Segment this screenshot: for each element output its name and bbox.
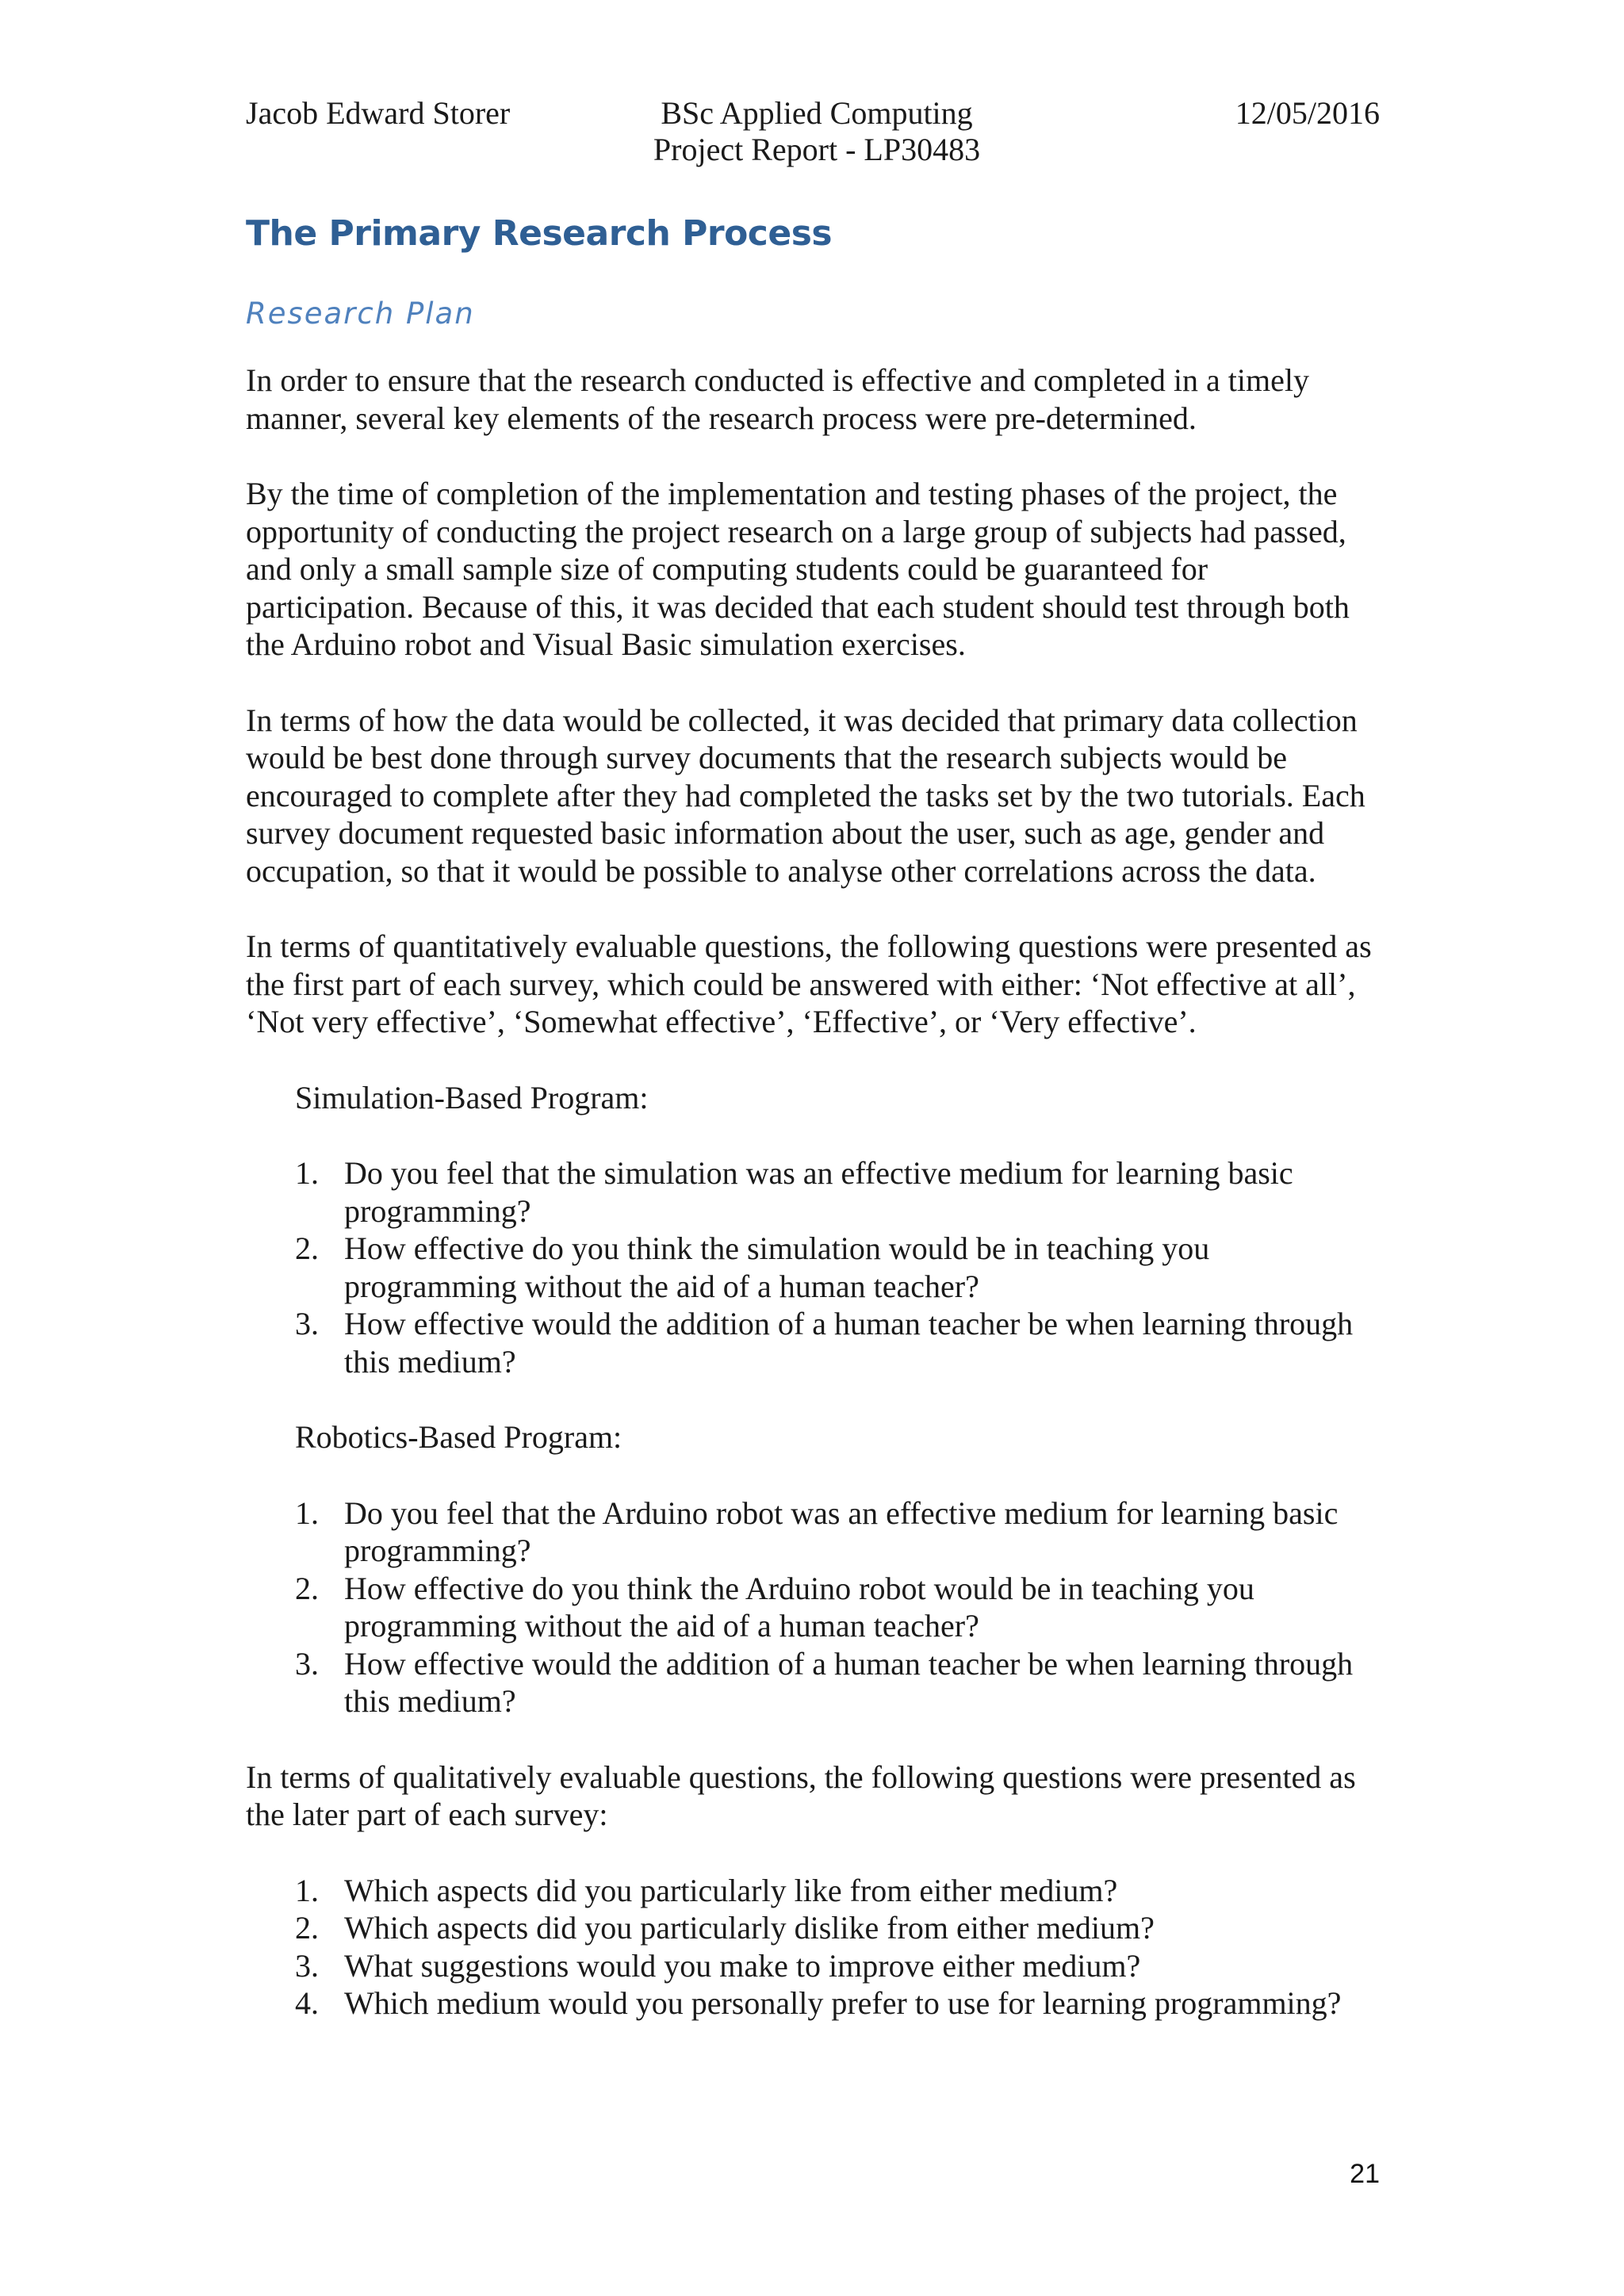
list-text: How effective do you think the simulation would be in teaching you programming without the aid of a human teacher? — [344, 1230, 1210, 1304]
list-number: 1. — [295, 1872, 319, 1908]
list-text: Which aspects did you particularly dislike from either medium? — [344, 1910, 1155, 1946]
list-number: 2. — [295, 1570, 319, 1606]
list-item — [246, 1947, 1380, 1985]
simulation-label: Simulation-Based Program: — [295, 1079, 649, 1115]
list-item — [246, 1645, 1380, 1720]
page-header — [246, 95, 1380, 174]
qualitative-question-list — [246, 1872, 1380, 2022]
list-item — [246, 1570, 1380, 1645]
list-item — [246, 1872, 1380, 1910]
list-number: 1. — [295, 1494, 319, 1531]
list-item — [246, 1494, 1380, 1570]
paragraph-intro: In order to ensure that the research conducted is effective and completed in a timely manner, several key elements of the research process were pre-determined. — [246, 362, 1309, 436]
list-item — [246, 1984, 1380, 2022]
list-number: 2. — [295, 1230, 319, 1266]
paragraph-quantitative: In terms of quantitatively evaluable questions, the following questions were presented as the first part of each survey, which could be answered with either: ‘Not effective at all’, ‘Not very effective’, ‘Somewhat effective’, ‘Effective’, or ‘Very effective’. — [246, 928, 1372, 1039]
list-text: Which medium would you personally prefer to use for learning programming? — [344, 1985, 1342, 2021]
list-item — [246, 1230, 1380, 1305]
list-number: 3. — [295, 1306, 319, 1341]
list-number: 2. — [295, 1910, 319, 1946]
list-number: 3. — [295, 1947, 319, 1984]
list-number: 1. — [295, 1155, 319, 1191]
list-item — [246, 1154, 1380, 1230]
page-content — [246, 208, 1380, 2022]
list-number: 4. — [295, 1985, 319, 2021]
list-text: How effective would the addition of a human teacher be when learning through this medium? — [344, 1645, 1354, 1719]
section-title: The Primary Research Process — [246, 213, 833, 254]
list-number: 3. — [295, 1645, 319, 1682]
header-author: Jacob Edward Storer — [246, 95, 511, 131]
list-text: Which aspects did you particularly like from either medium? — [344, 1872, 1118, 1908]
section-subtitle: Research Plan — [246, 297, 475, 331]
list-item — [246, 1909, 1380, 1947]
paragraph-sample: By the time of completion of the implementation and testing phases of the project, the opportunity of conducting the project research on a large group of subjects had passed, and only a small sample size of computing students could be guaranteed for participation. Because of this, it was decided that each student should test through both the Arduino robot and Visual Basic simulation exercises. — [246, 476, 1350, 662]
header-date: 12/05/2016 — [1235, 95, 1380, 131]
list-text: How effective would the addition of a human teacher be when learning through this medium? — [344, 1306, 1354, 1380]
list-text: How effective do you think the Arduino robot would be in teaching you programming without the aid of a human teacher? — [344, 1570, 1254, 1644]
header-course-title: BSc Applied Computing — [661, 95, 973, 131]
paragraph-collection: In terms of how the data would be collected, it was decided that primary data collection would be best done through survey documents that the research subjects would be encouraged to complete after they had completed the tasks set by the two tutorials. Each survey document requested basic information about the user, such as age, gender and occupation, so that it would be possible to analyse other correlations across the data. — [246, 702, 1365, 889]
simulation-question-list — [246, 1154, 1380, 1380]
list-text: What suggestions would you make to improve either medium? — [344, 1947, 1141, 1984]
page-number: 21 — [1350, 2159, 1380, 2189]
header-course — [642, 95, 991, 168]
list-text: Do you feel that the Arduino robot was an effective medium for learning basic programming? — [344, 1494, 1339, 1568]
list-item — [246, 1305, 1380, 1380]
robotics-label: Robotics-Based Program: — [295, 1419, 622, 1455]
list-text: Do you feel that the simulation was an effective medium for learning basic programming? — [344, 1155, 1293, 1229]
robotics-question-list — [246, 1494, 1380, 1720]
paragraph-qualitative: In terms of qualitatively evaluable questions, the following questions were presented as the later part of each survey: — [246, 1758, 1356, 1832]
header-report-code: Project Report - LP30483 — [653, 132, 981, 167]
